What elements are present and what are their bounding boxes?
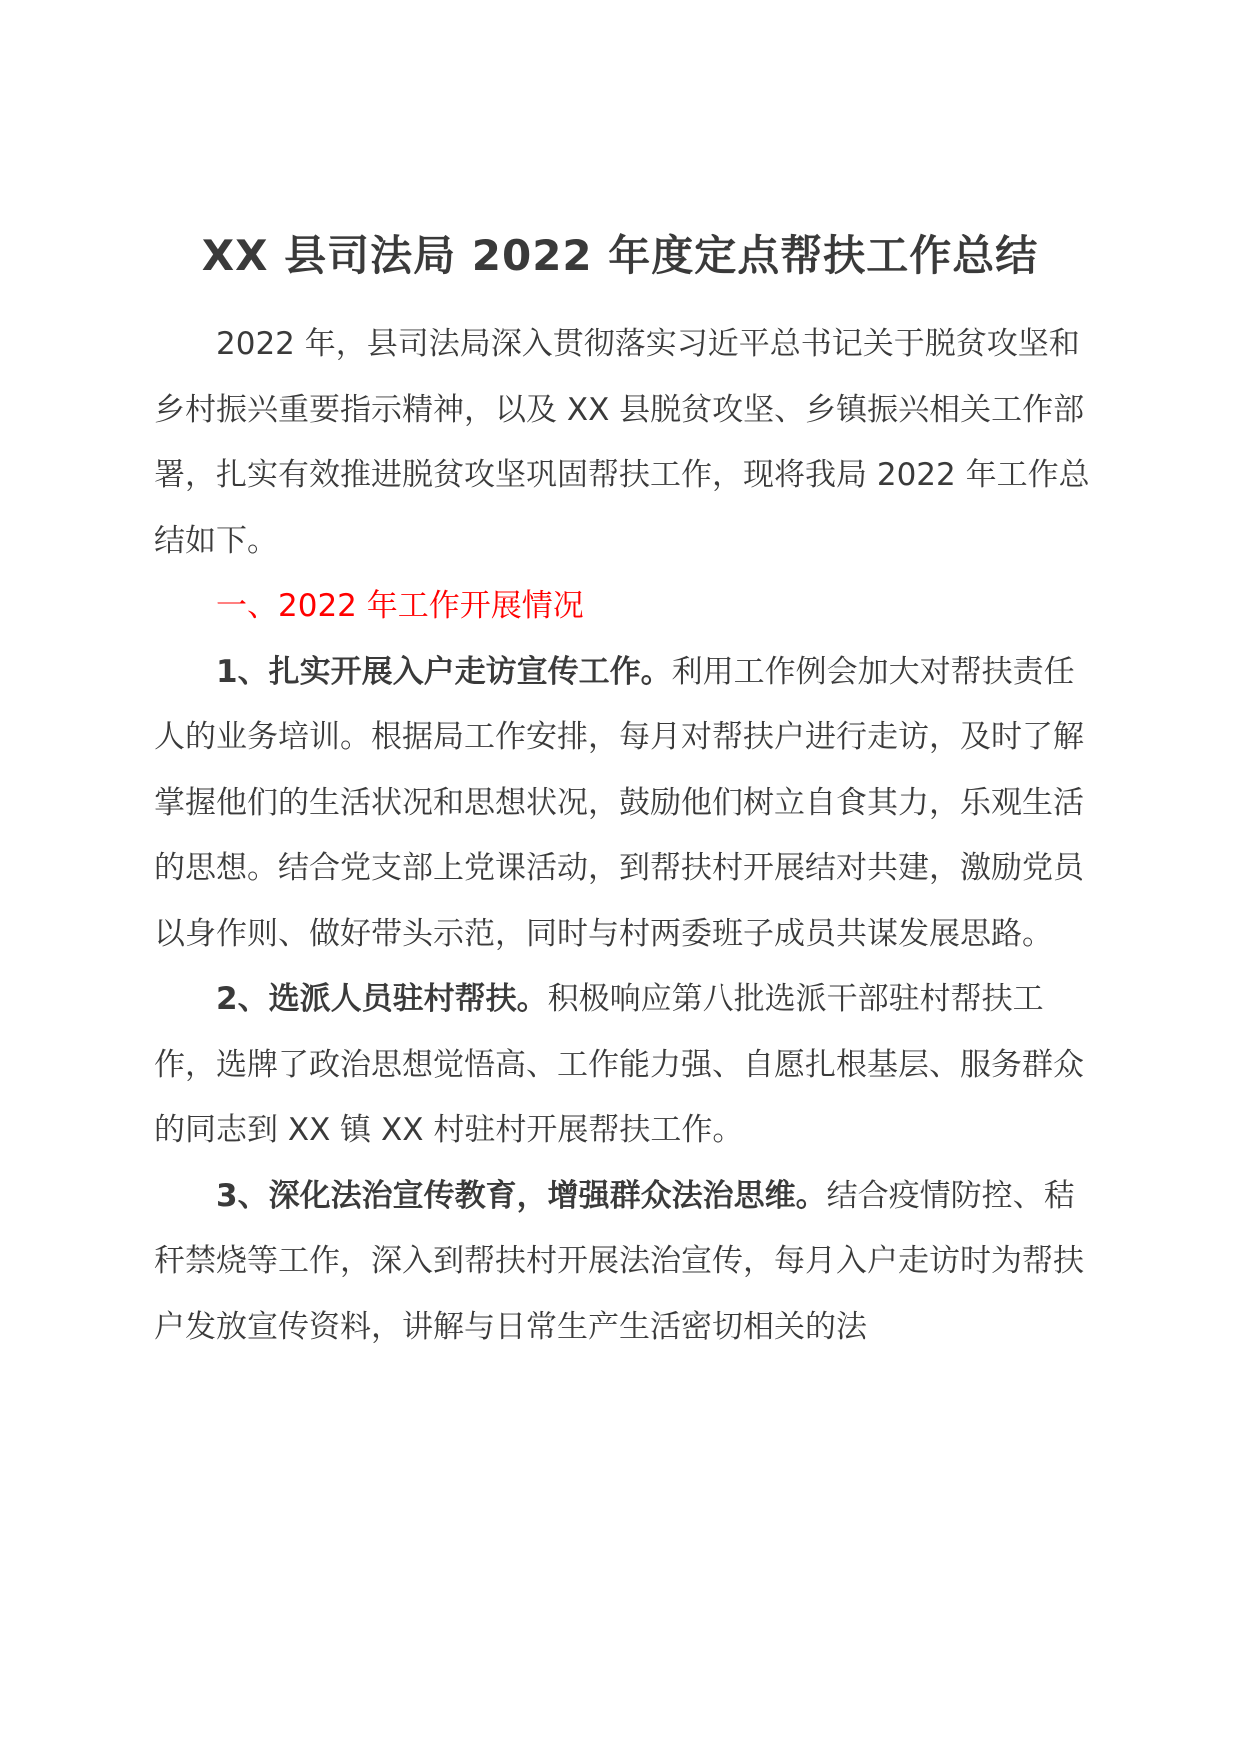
item-lead: 3、深化法治宣传教育，增强群众法治思维。	[216, 1177, 827, 1214]
list-item	[154, 640, 1094, 968]
intro-paragraph: 2022 年，县司法局深入贯彻落实习近平总书记关于脱贫攻坚和乡村振兴重要指示精神，以及 XX 县脱贫攻坚、乡镇振兴相关工作部署，扎实有效推进脱贫攻坚巩固帮扶工作，现将我局 2022 年工作总结如下。	[154, 326, 1090, 559]
list-item	[154, 967, 1094, 1164]
item-text: 积极响应第八批选派干部驻村帮扶工作，选牌了政治思想觉悟高、工作能力强、自愿扎根基层、服务群众的同志到 XX 镇 XX 村驻村开展帮扶工作。	[154, 981, 1084, 1148]
section-heading: 一、2022 年工作开展情况	[216, 588, 584, 624]
document-title: XX 县司法局 2022 年度定点帮扶工作总结	[201, 231, 1039, 280]
item-text: 利用工作例会加大对帮扶责任人的业务培训。根据局工作安排，每月对帮扶户进行走访，及时了解掌握他们的生活状况和思想状况，鼓励他们树立自食其力，乐观生活的思想。结合党支部上党课活动，到帮扶村开展结对共建，激励党员以身作则、做好带头示范，同时与村两委班子成员共谋发展思路。	[154, 653, 1084, 952]
document-body	[154, 312, 1094, 1360]
item-lead: 2、选派人员驻村帮扶。	[216, 981, 548, 1017]
item-text: 结合疫情防控、秸秆禁烧等工作，深入到帮扶村开展法治宣传，每月入户走访时为帮扶户发放宣传资料，讲解与日常生产生活密切相关的法	[154, 1177, 1084, 1345]
item-lead: 1、扎实开展入户走访宣传工作。	[216, 653, 672, 690]
list-item	[154, 1164, 1094, 1361]
